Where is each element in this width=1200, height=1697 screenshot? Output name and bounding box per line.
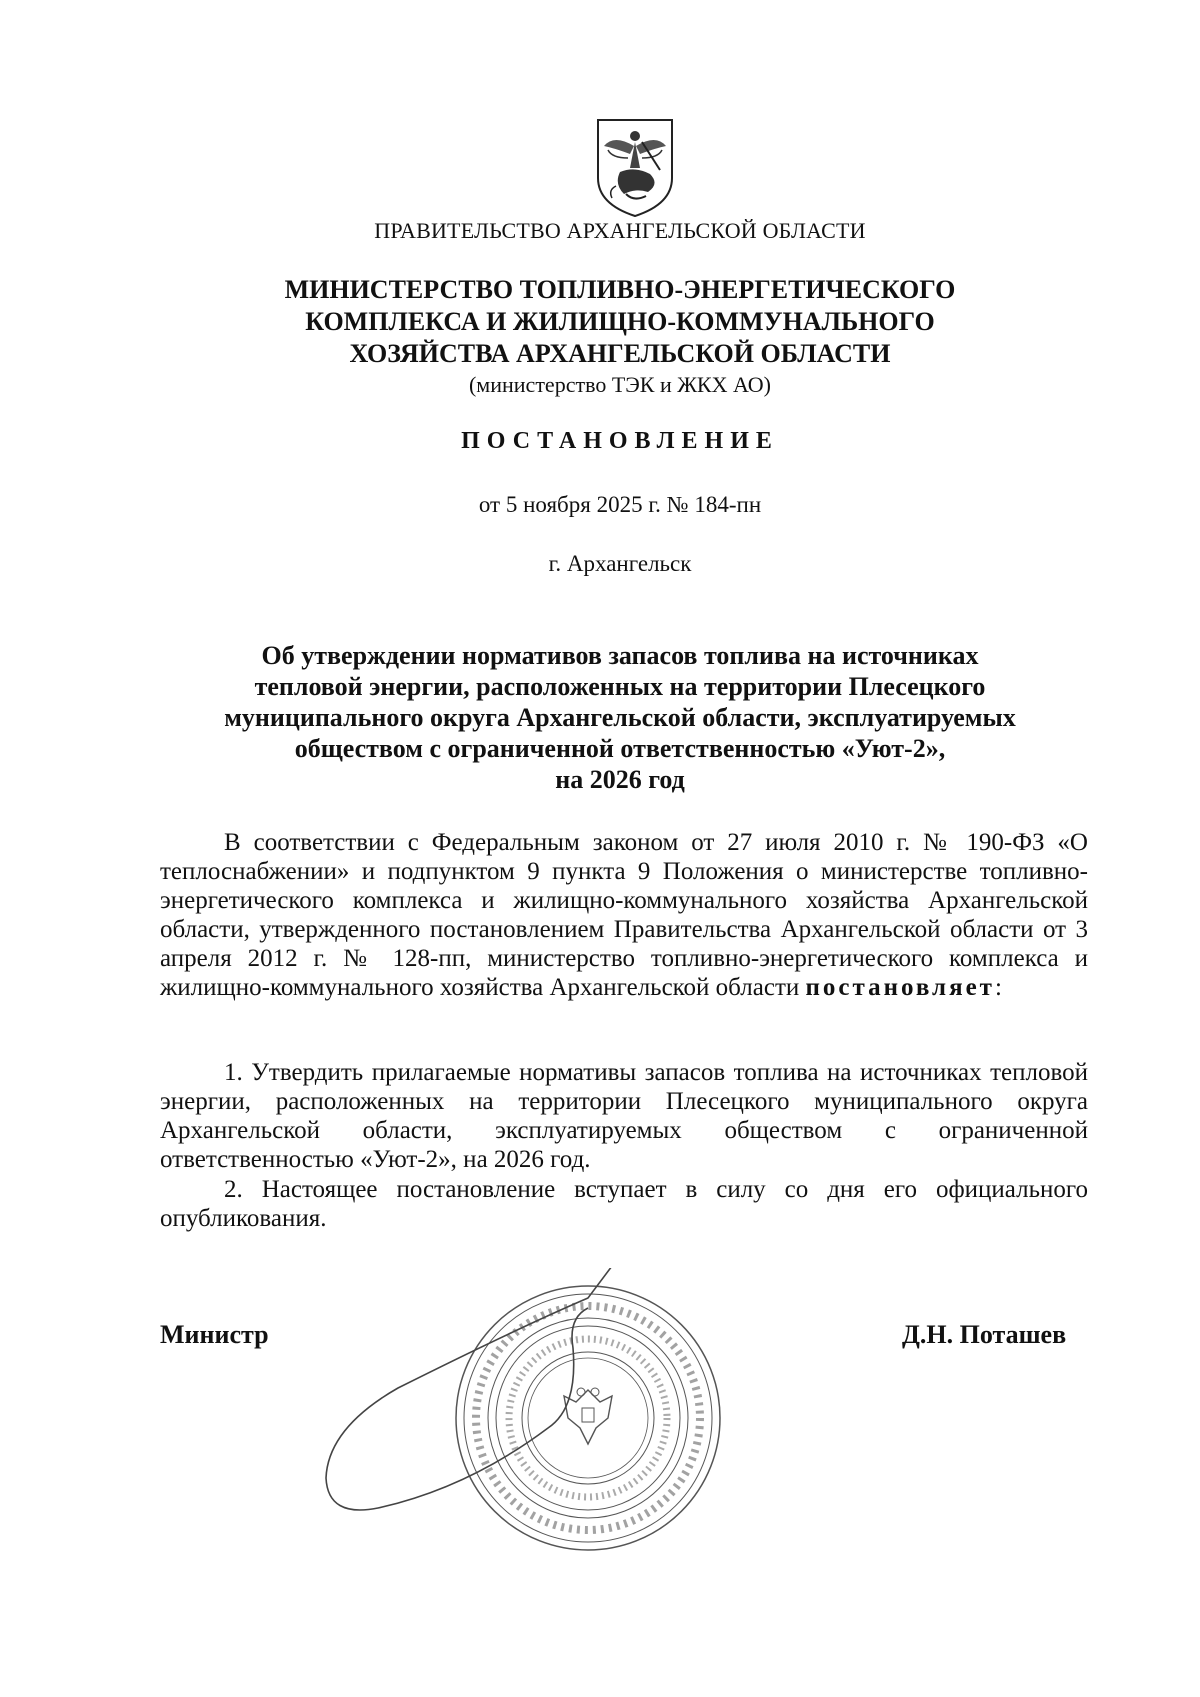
official-seal-icon <box>318 1268 788 1568</box>
document-date-number: от 5 ноября 2025 г. № 184-пн <box>478 492 762 517</box>
handwritten-signature-icon <box>326 1268 618 1510</box>
preamble-paragraph <box>160 828 1088 1002</box>
signatory-name: Д.Н. Поташев <box>902 1320 1067 1349</box>
document-title-line-5: на 2026 год <box>555 765 685 794</box>
government-name: ПРАВИТЕЛЬСТВО АРХАНГЕЛЬСКОЙ ОБЛАСТИ <box>374 218 866 243</box>
ministry-name-line-3: ХОЗЯЙСТВА АРХАНГЕЛЬСКОЙ ОБЛАСТИ <box>349 339 891 368</box>
ministry-name-line-2: КОМПЛЕКСА И ЖИЛИЩНО-КОММУНАЛЬНОГО <box>305 307 935 336</box>
coat-of-arms-icon <box>590 112 680 220</box>
item-2-paragraph: 2. Настоящее постановление вступает в силу со дня его официального опубликования. <box>160 1176 1088 1232</box>
document-title-line-3: муниципального округа Архангельской области, эксплуатируемых <box>224 703 1016 732</box>
document-type: ПОСТАНОВЛЕНИЕ <box>461 428 779 454</box>
preamble-text: В соответствии с Федеральным законом от 27 июля 2010 г. № 190-ФЗ «О теплоснабжении» и подпунктом 9 пункта 9 Положения о министерстве топливно-энергетического комплекса и жилищно-коммунального хозяйства Архангельской области, утвержденного постановлением Правительства Архангельской области от 3 апреля 2012 г. № 128-пп, министерство топливно-энергетического комплекса и жилищно-коммунального хозяйства Архангельской области <box>160 829 1088 1001</box>
ministry-abbreviation: (министерство ТЭК и ЖКХ АО) <box>468 372 772 397</box>
item-1-paragraph: 1. Утвердить прилагаемые нормативы запасов топлива на источниках тепловой энергии, расположенных на территории Плесецкого муниципального округа Архангельской области, эксплуатируемых обществом с ограниченной ответственностью «Уют-2», на 2026 год. <box>160 1059 1088 1173</box>
document-title-line-1: Об утверждении нормативов запасов топлива на источниках <box>261 641 979 670</box>
document-title-line-2: тепловой энергии, расположенных на территории Плесецкого <box>254 672 986 701</box>
ministry-name-line-1: МИНИСТЕРСТВО ТОПЛИВНО-ЭНЕРГЕТИЧЕСКОГО <box>284 275 956 304</box>
document-city: г. Архангельск <box>548 551 692 576</box>
signatory-position: Министр <box>160 1320 269 1349</box>
decides-word: постановляет <box>805 974 995 1001</box>
document-title-line-4: обществом с ограниченной ответственностью «Уют-2», <box>294 734 946 763</box>
seal-stamp <box>456 1286 720 1550</box>
decides-suffix: : <box>994 974 1002 1001</box>
